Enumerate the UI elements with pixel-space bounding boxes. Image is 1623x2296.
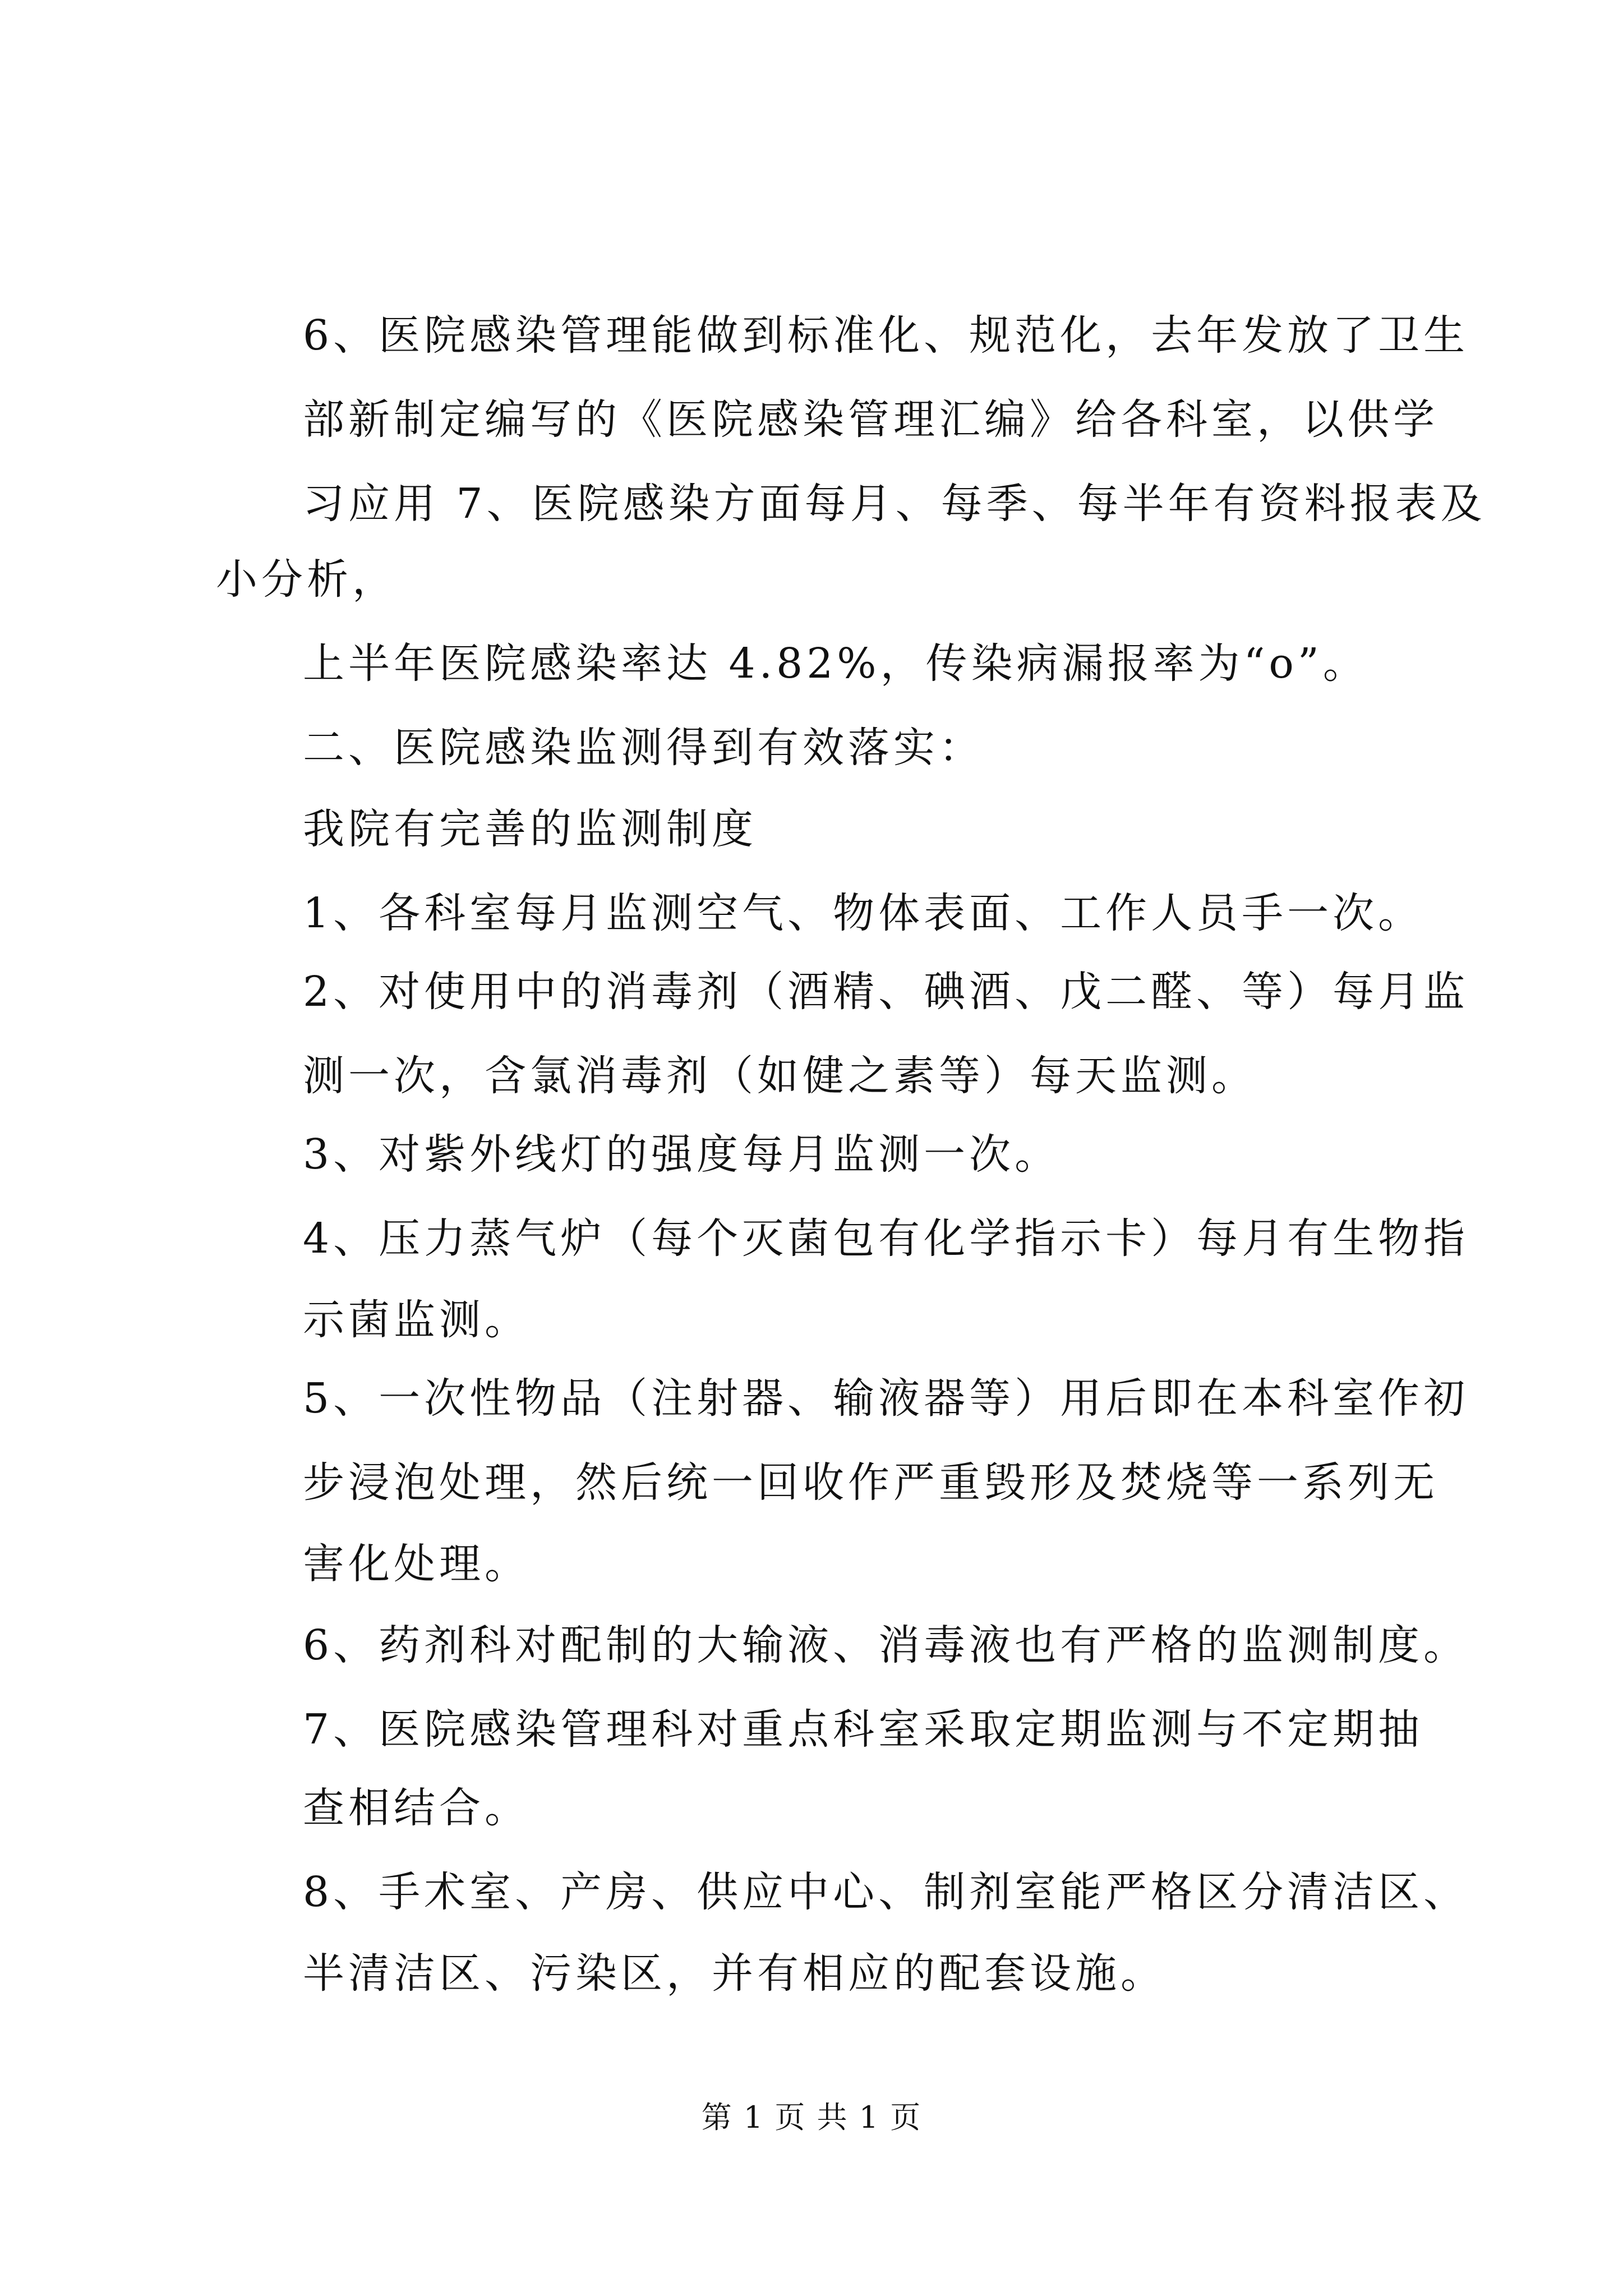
text-line-18: 7、医院感染管理科对重点科室采取定期监测与不定期抽: [303, 1705, 1424, 1754]
text-line-17: 6、药剂科对配制的大输液、消毒液也有严格的监测制度。: [303, 1621, 1469, 1669]
text-line-12: 4、压力蒸气炉（每个灭菌包有化学指示卡）每月有生物指: [303, 1214, 1469, 1263]
text-line-2: 部新制定编写的《医院感染管理汇编》给各科室，以供学: [303, 395, 1438, 444]
text-line-16: 害化处理。: [303, 1540, 530, 1588]
text-line-11: 3、对紫外线灯的强度每月监测一次。: [303, 1130, 1061, 1179]
text-line-3: 习应用 7、医院感染方面每月、每季、每半年有资料报表及: [303, 480, 1486, 528]
text-line-19: 查相结合。: [303, 1784, 530, 1832]
text-line-21: 半清洁区、污染区，并有相应的配套设施。: [303, 1949, 1166, 1998]
text-line-15: 步浸泡处理，然后统一回收作严重毁形及焚烧等一系列无: [303, 1458, 1438, 1507]
text-line-1: 6、医院感染管理能做到标准化、规范化，去年发放了卫生: [303, 311, 1469, 360]
text-line-8: 1、各科室每月监测空气、物体表面、工作人员手一次。: [303, 889, 1424, 937]
text-line-5: 上半年医院感染率达 4.82%，传染病漏报率为“o”。: [303, 639, 1368, 688]
text-line-13: 示菌监测。: [303, 1296, 530, 1344]
text-line-20: 8、手术室、产房、供应中心、制剂室能严格区分清洁区、: [303, 1868, 1469, 1916]
text-line-6: 二、医院感染监测得到有效落实：: [303, 724, 984, 772]
text-line-7: 我院有完善的监测制度: [303, 805, 757, 853]
text-line-4: 小分析，: [216, 555, 398, 604]
text-line-9: 2、对使用中的消毒剂（酒精、碘酒、戊二醛、等）每月监: [303, 968, 1469, 1016]
text-line-14: 5、一次性物品（注射器、输液器等）用后即在本科室作初: [303, 1374, 1469, 1423]
page-number-footer: 第 1 页 共 1 页: [701, 2100, 922, 2135]
text-line-10: 测一次，含氯消毒剂（如健之素等）每天监测。: [303, 1052, 1257, 1100]
